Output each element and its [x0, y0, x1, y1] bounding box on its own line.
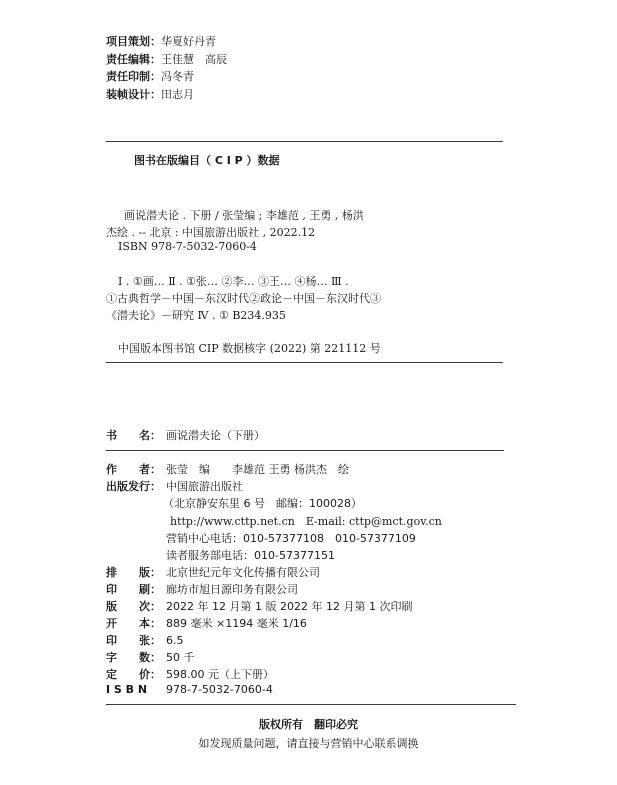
- publisher-web-email: http://www.cttp.net.cn E-mail: cttp@mct.gov.cn: [170, 515, 442, 528]
- edition-row: [106, 598, 412, 614]
- credit-label: 责任印制：: [106, 70, 161, 83]
- credits-block: [106, 33, 227, 103]
- quality-notice: 如发现质量问题，请直接与营销中心联系调换: [198, 737, 419, 750]
- field-label: 字 数：: [106, 651, 161, 664]
- credit-printing: [106, 68, 227, 86]
- cip-class-2: ①古典哲学－中国－东汉时代②政论－中国－东汉时代③: [106, 292, 381, 305]
- publisher-name: 中国旅游出版社: [166, 480, 243, 493]
- price-row: [106, 666, 274, 682]
- cip-class-1: Ⅰ . ①画… Ⅱ . ①张… ②李… ③王… ④杨… Ⅲ .: [118, 275, 349, 288]
- cip-bottom-rule: [106, 362, 503, 363]
- typeset-value: 北京世纪元年文化传播有限公司: [166, 566, 320, 579]
- cip-class-3: 《潜夫论》－研究 Ⅳ . ① B234.935: [106, 309, 286, 322]
- credit-value: 王佳慧 高辰: [161, 52, 227, 66]
- isbn-row: [106, 683, 273, 696]
- word-count-row: [106, 649, 195, 665]
- print-value: 廊坊市旭日源印务有限公司: [166, 583, 298, 596]
- format-value: 889 毫米 ×1194 毫米 1/16: [166, 617, 307, 630]
- field-label: 书 名：: [106, 429, 161, 442]
- field-label: 出版发行：: [106, 480, 161, 493]
- book-title-value: 画说潜夫论（下册）: [166, 429, 265, 442]
- format-row: [106, 615, 307, 631]
- price-value: 598.00 元（上下册）: [166, 668, 274, 681]
- credit-label: 项目策划：: [106, 35, 161, 48]
- author-row: [106, 461, 349, 477]
- cip-library-number: 中国版本图书馆 CIP 数据核字 (2022) 第 221112 号: [118, 342, 381, 355]
- edition-value: 2022 年 12 月第 1 版 2022 年 12 月第 1 次印刷: [166, 600, 413, 613]
- credit-value: 田志月: [161, 87, 194, 101]
- typeset-row: [106, 564, 320, 580]
- cip-line-2: 杰绘 . -- 北京 : 中国旅游出版社 , 2022.12: [106, 226, 316, 239]
- isbn-value: 978-7-5032-7060-4: [166, 683, 273, 696]
- field-label: 定 价：: [106, 668, 161, 681]
- author-value: 张莹 编 李雄范 王勇 杨洪杰 绘: [166, 463, 349, 476]
- field-label: 版 次：: [106, 600, 161, 613]
- word-count-value: 50 千: [166, 651, 195, 664]
- credit-label: 装帧设计：: [106, 87, 161, 101]
- footer-rule: [106, 704, 516, 705]
- credit-value: 华夏好丹青: [161, 35, 216, 48]
- field-label: 印 张：: [106, 634, 161, 647]
- sheets-row: [106, 632, 184, 648]
- credit-label: 责任编辑：: [106, 52, 161, 66]
- sheets-value: 6.5: [166, 634, 184, 647]
- print-row: [106, 581, 298, 597]
- credit-design: [106, 86, 227, 104]
- publisher-address: （北京静安东里 6 号 邮编：100028）: [163, 497, 362, 510]
- field-label: 作 者：: [106, 463, 161, 476]
- cip-isbn: ISBN 978-7-5032-7060-4: [118, 240, 257, 253]
- copyright-notice: 版权所有 翻印必究: [259, 718, 358, 731]
- book-title-row: [106, 427, 265, 443]
- reader-service-phone: 读者服务部电话：010-57377151: [166, 549, 335, 562]
- credit-planning: [106, 33, 227, 51]
- cip-top-rule: [106, 141, 503, 142]
- publisher-row: [106, 478, 243, 494]
- cip-title: 图书在版编目（ C I P ）数据: [134, 154, 280, 167]
- credit-value: 冯冬青: [161, 70, 194, 83]
- cip-line-1: 画说潜夫论 . 下册 / 张莹编 ; 李雄范 , 王勇 , 杨洪: [124, 209, 364, 222]
- field-label: 开 本：: [106, 617, 161, 630]
- field-label: 印 刷：: [106, 583, 161, 596]
- sales-phone: 营销中心电话：010-57377108 010-57377109: [166, 532, 416, 545]
- credit-editor: [106, 51, 227, 69]
- field-label: I S B N: [106, 683, 148, 696]
- title-rule: [106, 450, 504, 451]
- field-label: 排 版：: [106, 566, 161, 579]
